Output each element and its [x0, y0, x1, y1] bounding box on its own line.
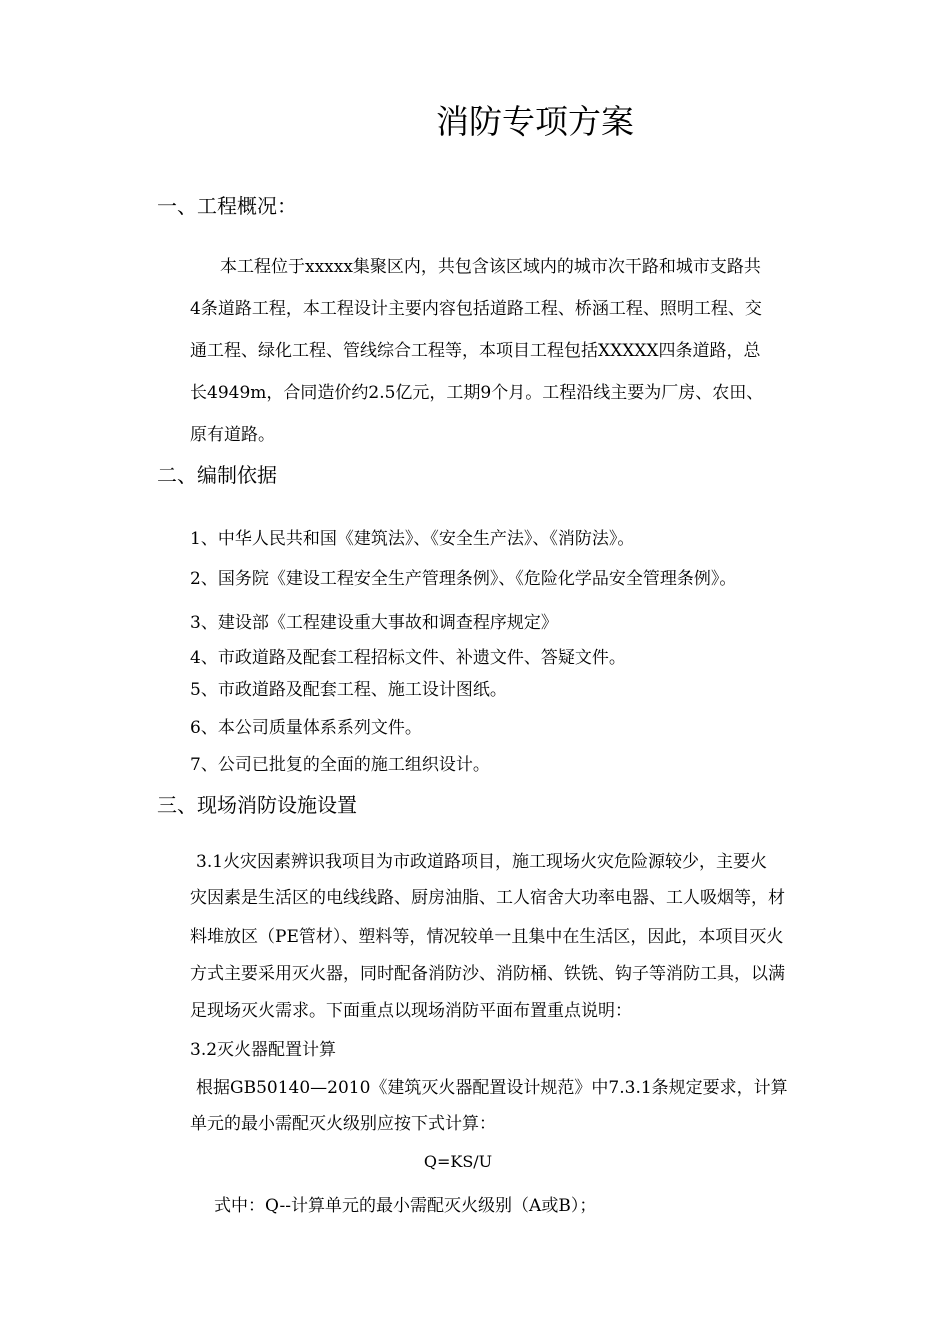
formula-note: 式中：Q--计算单元的最小需配灭火级别（A或B）； [214, 1196, 597, 1216]
overview-paragraph-line: 原有道路。 [190, 425, 275, 445]
overview-paragraph-line: 长4949m，合同造价约2.5亿元，工期9个月。工程沿线主要为厂房、农田、 [190, 383, 764, 403]
document-title: 消防专项方案 [436, 102, 634, 141]
section-heading-fire-facilities: 三、现场消防设施设置 [157, 793, 357, 817]
formula: Q=KS/U [423, 1152, 493, 1171]
section-heading-overview: 一、工程概况： [157, 194, 297, 218]
overview-paragraph-line: 4条道路工程，本工程设计主要内容包括道路工程、桥涵工程、照明工程、交 [190, 299, 762, 319]
subsection-heading-extinguisher-calc: 3.2灭火器配置计算 [190, 1040, 337, 1060]
fire-factors-paragraph-line: 3.1火灾因素辨识我项目为市政道路项目，施工现场火灾危险源较少，主要火 [196, 852, 768, 872]
basis-list-item: 6、本公司质量体系系列文件。 [190, 718, 422, 738]
overview-paragraph-line: 通工程、绿化工程、管线综合工程等，本项目工程包括XXXXX四条道路，总 [190, 341, 761, 361]
section-heading-basis: 二、编制依据 [157, 463, 277, 487]
basis-list-item: 4、市政道路及配套工程招标文件、补遗文件、答疑文件。 [190, 648, 626, 668]
fire-factors-paragraph-line: 足现场灭火需求。下面重点以现场消防平面布置重点说明： [190, 1001, 632, 1021]
fire-factors-paragraph-line: 灾因素是生活区的电线线路、厨房油脂、工人宿舍大功率电器、工人吸烟等，材 [190, 888, 785, 908]
basis-list-item: 7、公司已批复的全面的施工组织设计。 [190, 755, 490, 775]
overview-paragraph-line: 本工程位于xxxxx集聚区内，共包含该区域内的城市次干路和城市支路共 [220, 257, 761, 277]
fire-factors-paragraph-line: 方式主要采用灭火器，同时配备消防沙、消防桶、铁铣、钩子等消防工具，以满 [190, 964, 785, 984]
calc-paragraph-line: 根据GB50140—2010《建筑灭火器配置设计规范》中7.3.1条规定要求，计算 [196, 1078, 788, 1098]
basis-list-item: 1、中华人民共和国《建筑法》、《安全生产法》、《消防法》。 [190, 529, 635, 549]
basis-list-item: 3、建设部《工程建设重大事故和调查程序规定》 [190, 613, 558, 633]
calc-paragraph-line: 单元的最小需配灭火级别应按下式计算： [190, 1114, 496, 1134]
basis-list-item: 2、国务院《建设工程安全生产管理条例》、《危险化学品安全管理条例》。 [190, 569, 737, 589]
fire-factors-paragraph-line: 料堆放区（PE管材）、塑料等，情况较单一且集中在生活区，因此，本项目灭火 [190, 927, 784, 947]
basis-list-item: 5、市政道路及配套工程、施工设计图纸。 [190, 680, 507, 700]
